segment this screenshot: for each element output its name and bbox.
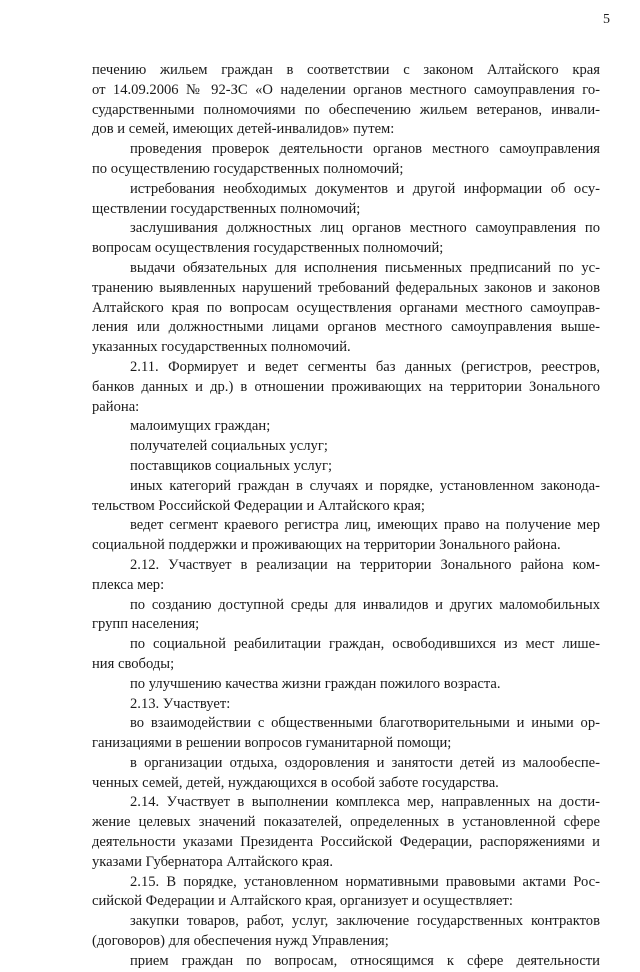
text-line: вопросам осуществления государственных полномочий; <box>92 240 444 257</box>
text-line: в организации отдыха, оздоровления и занятости детей из малообеспе- <box>130 754 600 771</box>
text-line: (договоров) для обеспечения нужд Управления; <box>92 933 389 950</box>
text-line: малоимущих граждан; <box>130 418 271 435</box>
text-line: ния свободы; <box>92 655 175 672</box>
text-line: района: <box>92 398 140 415</box>
text-line: 2.15. В порядке, установленном нормативными правовыми актами Рос- <box>130 873 600 890</box>
text-line: жение целевых значений показателей, определенных в установленной сфере <box>92 814 600 831</box>
text-line: банков данных и др.) в отношении проживающих на территории Зонального <box>92 378 600 395</box>
text-line: ления или должностными лицами органов местного самоуправления выше- <box>92 319 600 336</box>
text-line: ченных семей, детей, нуждающихся в особой заботе государства. <box>92 774 499 791</box>
text-line: прием граждан по вопросам, относящимся к сфере деятельности <box>130 952 600 969</box>
text-line: сударственными полномочиями по обеспечению жильем ветеранов, инвали- <box>92 101 600 118</box>
text-line: Алтайского края по вопросам осуществления органами местного самоуправ- <box>92 299 600 316</box>
text-line: выдачи обязательных для исполнения письменных предписаний по ус- <box>130 259 600 276</box>
text-line: групп населения; <box>92 616 200 633</box>
text-line: дов и семей, имеющих детей-инвалидов» путем: <box>92 121 395 138</box>
text-line: 2.13. Участвует: <box>130 695 231 712</box>
text-line: социальной поддержки и проживающих на территории Зонального района. <box>92 537 561 554</box>
text-line: от 14.09.2006 № 92-ЗС «О наделении органов местного самоуправления го- <box>92 81 600 98</box>
document-body <box>92 61 600 972</box>
text-line: поставщиков социальных услуг; <box>130 457 332 474</box>
text-line: указанных государственных полномочий. <box>92 339 351 356</box>
text-line: во взаимодействии с общественными благотворительными и иными ор- <box>130 715 600 732</box>
text-line: ганизациями в решении вопросов гуманитарной помощи; <box>92 735 452 752</box>
text-line: истребования необходимых документов и другой информации об осу- <box>130 180 600 197</box>
text-line: ществлении государственных полномочий; <box>92 200 361 217</box>
text-line: транению выявленных нарушений требований федеральных законов и законов <box>92 279 600 296</box>
text-line: 2.11. Формирует и ведет сегменты баз данных (регистров, реестров, <box>130 358 600 375</box>
text-line: тельством Российской Федерации и Алтайского края; <box>92 497 425 514</box>
text-line: по созданию доступной среды для инвалидов и других маломобильных <box>130 596 600 613</box>
text-line: указами Губернатора Алтайского края. <box>92 853 333 870</box>
text-line: по социальной реабилитации граждан, освободившихся из мест лише- <box>130 636 600 653</box>
text-line: 2.12. Участвует в реализации на территории Зонального района ком- <box>130 556 600 573</box>
text-line: по улучшению качества жизни граждан пожилого возраста. <box>130 675 501 692</box>
text-line: ведет сегмент краевого регистра лиц, имеющих право на получение мер <box>130 517 600 534</box>
text-line: закупки товаров, работ, услуг, заключение государственных контрактов <box>130 913 600 930</box>
text-line: проведения проверок деятельности органов местного самоуправления <box>130 141 600 158</box>
text-line: получателей социальных услуг; <box>130 438 328 455</box>
text-line: иных категорий граждан в случаях и порядке, установленном законода- <box>130 477 600 494</box>
text-line: плекса мер: <box>92 576 165 593</box>
page-number: 5 <box>603 12 610 27</box>
text-line: заслушивания должностных лиц органов местного самоуправления по <box>130 220 600 237</box>
text-line: по осуществлению государственных полномочий; <box>92 160 404 177</box>
text-line: печению жильем граждан в соответствии с законом Алтайского края <box>92 62 600 78</box>
text-line: сийской Федерации и Алтайского края, организует и осуществляет: <box>92 893 513 910</box>
text-line: 2.14. Участвует в выполнении комплекса мер, направленных на дости- <box>130 794 600 811</box>
text-line: деятельности указами Президента Российской Федерации, распоряжениями и <box>92 834 600 851</box>
